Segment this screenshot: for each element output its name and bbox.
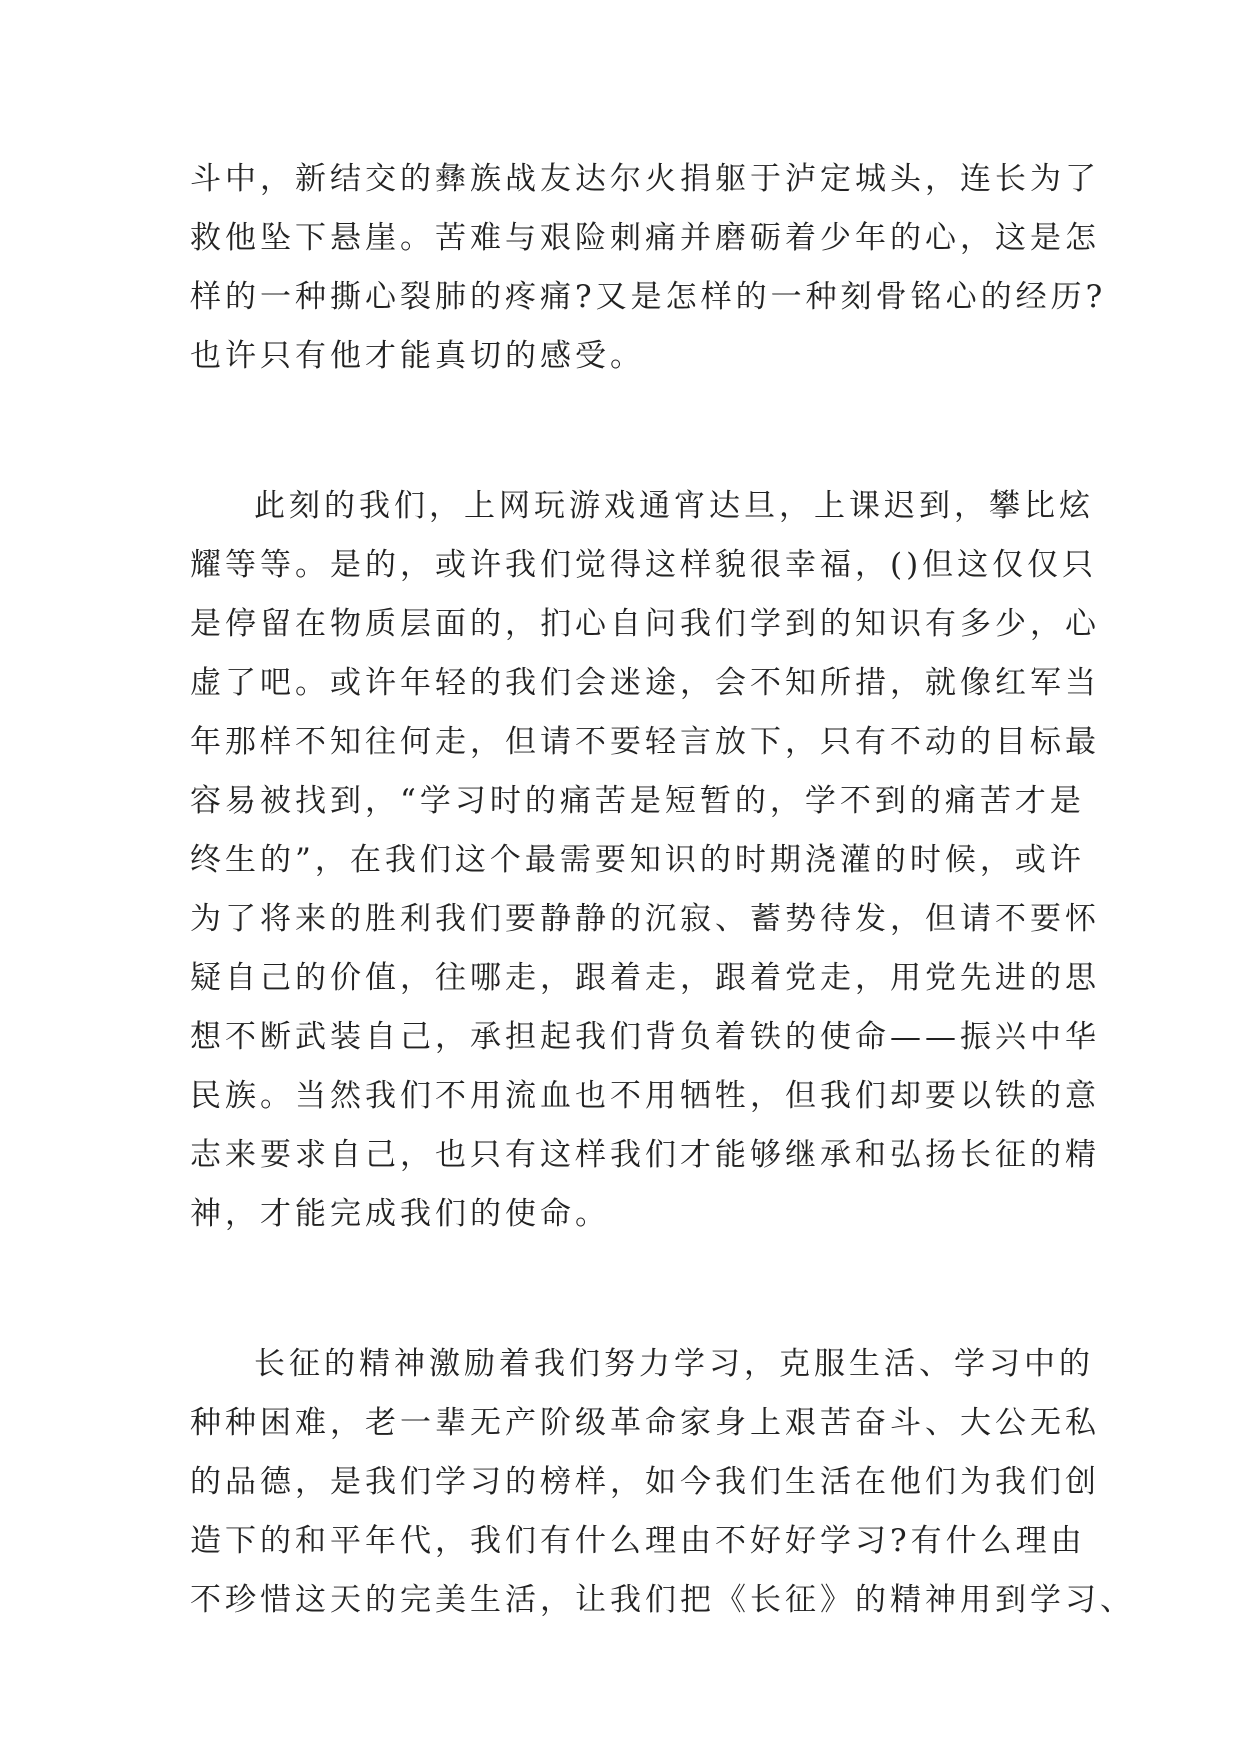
text-line: 想不断武装自己，承担起我们背负着铁的使命——振兴中华 (190, 1019, 1100, 1055)
text-line: 是停留在物质层面的，扪心自问我们学到的知识有多少，心 (190, 606, 1100, 642)
document-body (190, 150, 1135, 1630)
text-line: 年那样不知往何走，但请不要轻言放下，只有不动的目标最 (190, 724, 1100, 760)
text-line: 样的一种撕心裂肺的疼痛?又是怎样的一种刻骨铭心的经历? (190, 279, 1107, 315)
text-line: 为了将来的胜利我们要静静的沉寂、蓄势待发，但请不要怀 (190, 901, 1100, 937)
paragraph-1 (190, 150, 1107, 386)
paragraph-gap (190, 1244, 1060, 1335)
text-line: 虚了吧。或许年轻的我们会迷途，会不知所措，就像红军当 (190, 665, 1100, 701)
paragraph-2 (190, 477, 1100, 1244)
text-line: 救他坠下悬崖。苦难与艰险刺痛并磨砺着少年的心，这是怎 (190, 220, 1100, 256)
text-line: 容易被找到，“学习时的痛苦是短暂的，学不到的痛苦才是 (190, 783, 1085, 819)
text-line: 神，才能完成我们的使命。 (190, 1196, 610, 1232)
text-line: 的品德，是我们学习的榜样，如今我们生活在他们为我们创 (190, 1464, 1100, 1500)
text-line-first: 此刻的我们，上网玩游戏通宵达旦，上课迟到，攀比炫 (254, 488, 1094, 524)
text-line: 也许只有他才能真切的感受。 (190, 338, 645, 374)
text-line: 民族。当然我们不用流血也不用牺牲，但我们却要以铁的意 (190, 1078, 1100, 1114)
text-line: 造下的和平年代，我们有什么理由不好好学习?有什么理由 (190, 1523, 1086, 1559)
text-line: 耀等等。是的，或许我们觉得这样貌很幸福，()但这仅仅只 (190, 547, 1098, 583)
paragraph-gap (190, 386, 1060, 477)
text-line: 种种困难，老一辈无产阶级革命家身上艰苦奋斗、大公无私 (190, 1405, 1100, 1441)
text-line: 终生的”，在我们这个最需要知识的时期浇灌的时候，或许 (190, 842, 1085, 878)
paragraph-3 (190, 1335, 1135, 1630)
text-line-first: 长征的精神激励着我们努力学习，克服生活、学习中的 (254, 1346, 1094, 1382)
text-line: 斗中，新结交的彝族战友达尔火捐躯于泸定城头，连长为了 (190, 161, 1100, 197)
text-line: 不珍惜这天的完美生活，让我们把《长征》的精神用到学习、 (190, 1582, 1135, 1618)
text-line: 疑自己的价值，往哪走，跟着走，跟着党走，用党先进的思 (190, 960, 1100, 996)
text-line: 志来要求自己，也只有这样我们才能够继承和弘扬长征的精 (190, 1137, 1100, 1173)
